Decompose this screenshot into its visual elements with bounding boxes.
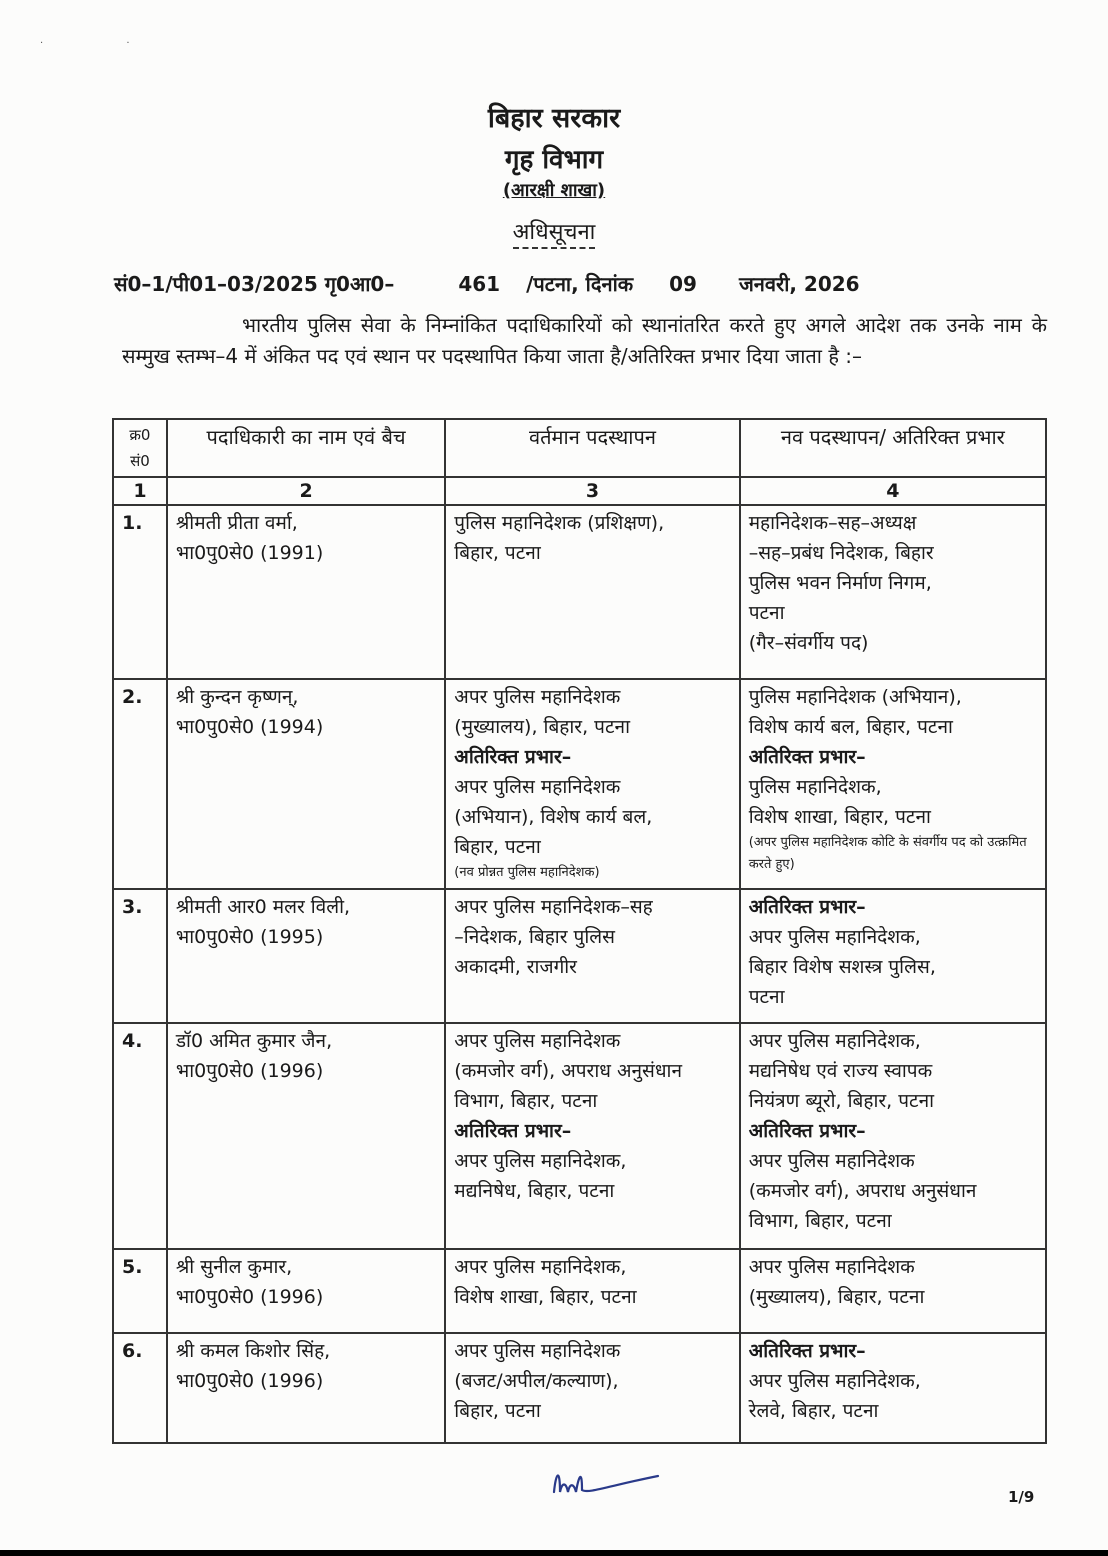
additional-charge-line: बिहार विशेष सशस्त्र पुलिस, [748, 956, 936, 978]
additional-charge-line: बिहार, पटना [454, 836, 541, 858]
reference-month-year: जनवरी, 2026 [738, 272, 860, 296]
officer-batch: भा0पु0से0 (1996) [175, 1286, 324, 1308]
additional-charge-line: पुलिस महानिदेशक, [748, 776, 882, 798]
bottom-edge [0, 1550, 1108, 1556]
serial-number: 1. [113, 505, 167, 679]
branch-text: (आरक्षी शाखा) [502, 180, 606, 201]
current-posting-cell [445, 1023, 739, 1249]
table-row [113, 1023, 1046, 1249]
serial-number: 3. [113, 889, 167, 1023]
current-posting-line: अपर पुलिस महानिदेशक [454, 1030, 621, 1052]
new-posting-cell [740, 1249, 1046, 1333]
new-posting-line: महानिदेशक–सह–अध्यक्ष [748, 512, 917, 534]
current-posting-line: (बजट/अपील/कल्याण), [454, 1370, 619, 1392]
serial-number: 4. [113, 1023, 167, 1249]
additional-charge-label: अतिरिक्त प्रभार– [454, 1120, 572, 1142]
header-name-batch: पदाधिकारी का नाम एवं बैच [167, 419, 445, 477]
posting-note: (नव प्रोन्नत पुलिस महानिदेशक) [454, 865, 600, 880]
additional-charge-line: (अभियान), विशेष कार्य बल, [454, 806, 653, 828]
additional-charge-label: अतिरिक्त प्रभार– [748, 746, 866, 768]
additional-charge-line: विशेष शाखा, बिहार, पटना [748, 806, 931, 828]
department-title: गृह विभाग [504, 145, 604, 175]
current-posting-line: अपर पुलिस महानिदेशक, [454, 1256, 627, 1278]
doc-type-text: अधिसूचना [513, 220, 596, 249]
officer-name: डॉ0 अमित कुमार जैन, [175, 1030, 333, 1052]
additional-charge-line: रेलवे, बिहार, पटना [748, 1400, 879, 1422]
table-row [113, 505, 1046, 679]
new-posting-cell [740, 1023, 1046, 1249]
header-serial: क्र0 सं0 [113, 419, 167, 477]
additional-charge-line: अपर पुलिस महानिदेशक [748, 1150, 915, 1172]
current-posting-line: अपर पुलिस महानिदेशक [454, 686, 621, 708]
posting-note: (अपर पुलिस महानिदेशक कोटि के संवर्गीय पद को उत्क्रमित करते हुए) [748, 835, 1027, 872]
new-posting-line: अपर पुलिस महानिदेशक [748, 1256, 915, 1278]
officer-batch: भा0पु0से0 (1994) [175, 716, 324, 738]
new-posting-line: पटना [748, 602, 785, 624]
column-number: 3 [445, 477, 739, 505]
table-row [113, 889, 1046, 1023]
reference-number: 461 [458, 272, 501, 296]
reference-place: /पटना, दिनांक [526, 272, 634, 296]
officer-batch: भा0पु0से0 (1991) [175, 542, 324, 564]
additional-charge-line: अपर पुलिस महानिदेशक, [748, 926, 921, 948]
additional-charge-line: विभाग, बिहार, पटना [748, 1210, 892, 1232]
current-posting-line: (कमजोर वर्ग), अपराध अनुसंधान [454, 1060, 683, 1082]
new-posting-line: –सह–प्रबंध निदेशक, बिहार [748, 542, 934, 564]
new-posting-line: विशेष कार्य बल, बिहार, पटना [748, 716, 953, 738]
officer-name: श्री कुन्दन कृष्णन्, [175, 686, 299, 708]
additional-charge-line: अपर पुलिस महानिदेशक, [454, 1150, 627, 1172]
new-posting-line: पुलिस महानिदेशक (अभियान), [748, 686, 962, 708]
additional-charge-line: पटना [748, 986, 785, 1008]
current-posting-line: –निदेशक, बिहार पुलिस [454, 926, 615, 948]
serial-number: 6. [113, 1333, 167, 1443]
officer-batch: भा0पु0से0 (1996) [175, 1060, 324, 1082]
new-posting-line: (मुख्यालय), बिहार, पटना [748, 1286, 925, 1308]
column-number-row [113, 477, 1046, 505]
new-posting-line: नियंत्रण ब्यूरो, बिहार, पटना [748, 1090, 935, 1112]
new-posting-line: मद्यनिषेध एवं राज्य स्वापक [748, 1060, 933, 1082]
officer-cell [167, 889, 445, 1023]
page-number: 1/9 [1008, 1488, 1035, 1506]
current-posting-cell [445, 889, 739, 1023]
current-posting-line: बिहार, पटना [454, 542, 541, 564]
new-posting-line: अपर पुलिस महानिदेशक, [748, 1030, 921, 1052]
officer-name: श्री कमल किशोर सिंह, [175, 1340, 331, 1362]
intro-paragraph: भारतीय पुलिस सेवा के निम्नांकित पदाधिकारियों को स्थानांतरित करते हुए अगले आदेश तक उनके नाम के सम्मुख स्तम्भ–4 में अंकित पद एवं स्थान पर पदस्थापित किया जाता है/अतिरिक्त प्रभार दिया जाता है :– [122, 313, 1047, 368]
new-posting-cell [740, 889, 1046, 1023]
additional-charge-line: (कमजोर वर्ग), अपराध अनुसंधान [748, 1180, 977, 1202]
current-posting-line: अपर पुलिस महानिदेशक [454, 1340, 621, 1362]
officer-cell [167, 679, 445, 889]
scan-specks: · · [40, 38, 170, 49]
header-current-posting: वर्तमान पदस्थापन [445, 419, 739, 477]
officer-cell [167, 505, 445, 679]
government-title: बिहार सरकार [487, 103, 621, 134]
additional-charge-line: अपर पुलिस महानिदेशक [454, 776, 621, 798]
officer-cell [167, 1333, 445, 1443]
column-number: 1 [113, 477, 167, 505]
column-number: 2 [167, 477, 445, 505]
officer-name: श्रीमती प्रीता वर्मा, [175, 512, 298, 534]
new-posting-cell [740, 1333, 1046, 1443]
column-number: 4 [740, 477, 1046, 505]
header-new-posting: नव पदस्थापन/ अतिरिक्त प्रभार [740, 419, 1046, 477]
current-posting-line: बिहार, पटना [454, 1400, 541, 1422]
officer-cell [167, 1249, 445, 1333]
additional-charge-label: अतिरिक्त प्रभार– [454, 746, 572, 768]
current-posting-line: (मुख्यालय), बिहार, पटना [454, 716, 630, 738]
current-posting-line: अकादमी, राजगीर [454, 956, 577, 978]
officer-cell [167, 1023, 445, 1249]
current-posting-line: अपर पुलिस महानिदेशक–सह [454, 896, 653, 918]
doc-type-heading [0, 216, 1108, 246]
additional-charge-label: अतिरिक्त प्रभार– [748, 1340, 866, 1362]
current-posting-cell [445, 505, 739, 679]
reference-line [114, 270, 1044, 297]
officer-batch: भा0पु0से0 (1996) [175, 1370, 324, 1392]
current-posting-line: विभाग, बिहार, पटना [454, 1090, 598, 1112]
branch-title [0, 178, 1108, 202]
additional-charge-line: अपर पुलिस महानिदेशक, [748, 1370, 921, 1392]
serial-number: 2. [113, 679, 167, 889]
additional-charge-label: अतिरिक्त प्रभार– [748, 1120, 866, 1142]
officer-batch: भा0पु0से0 (1995) [175, 926, 324, 948]
new-posting-line: (गैर–संवर्गीय पद) [748, 632, 869, 654]
serial-number: 5. [113, 1249, 167, 1333]
current-posting-line: पुलिस महानिदेशक (प्रशिक्षण), [454, 512, 665, 534]
signature [548, 1462, 668, 1502]
additional-charge-label: अतिरिक्त प्रभार– [748, 896, 866, 918]
new-posting-cell [740, 679, 1046, 889]
additional-charge-line: मद्यनिषेध, बिहार, पटना [454, 1180, 615, 1202]
officer-name: श्रीमती आर0 मलर विली, [175, 896, 351, 918]
current-posting-cell [445, 679, 739, 889]
new-posting-line: पुलिस भवन निर्माण निगम, [748, 572, 932, 594]
reference-day: 09 [669, 272, 697, 296]
officer-name: श्री सुनील कुमार, [175, 1256, 293, 1278]
table-row [113, 1249, 1046, 1333]
current-posting-cell [445, 1249, 739, 1333]
new-posting-cell [740, 505, 1046, 679]
current-posting-cell [445, 1333, 739, 1443]
table-row [113, 1333, 1046, 1443]
table-row [113, 679, 1046, 889]
current-posting-line: विशेष शाखा, बिहार, पटना [454, 1286, 637, 1308]
transfer-table [112, 418, 1047, 1444]
table-header-row [113, 419, 1046, 477]
reference-code: सं0–1/पी01–03/2025 गृ0आ0– [114, 272, 395, 296]
